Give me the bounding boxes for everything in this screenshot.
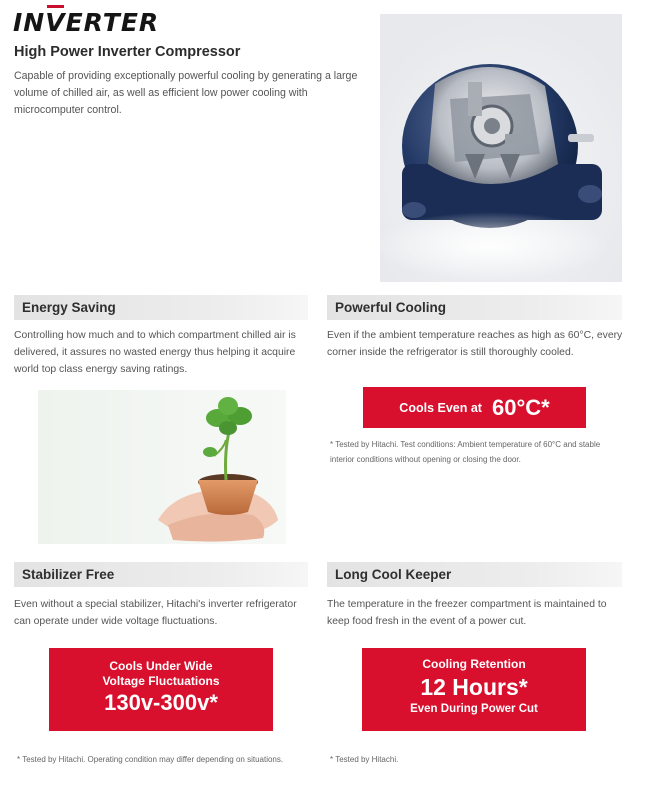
energy-saving-header: Energy Saving bbox=[14, 295, 308, 320]
badge-value: 12 Hours* bbox=[420, 674, 528, 700]
clover-plant-image bbox=[38, 390, 286, 544]
stabilizer-free-note: * Tested by Hitachi. Operating condition may differ depending on situations. bbox=[17, 755, 284, 764]
stabilizer-free-header: Stabilizer Free bbox=[14, 562, 308, 587]
badge-line-1: Cooling Retention bbox=[422, 657, 526, 671]
cooling-retention-badge bbox=[362, 648, 586, 731]
powerful-cooling-text: Even if the ambient temperature reaches as high as 60°C, every corner inside the refrigerator is still thoroughly cooled. bbox=[327, 330, 623, 358]
stabilizer-free-text: Even without a special stabilizer, Hitachi's inverter refrigerator can operate under wide voltage fluctuations. bbox=[14, 599, 297, 627]
long-cool-keeper-header: Long Cool Keeper bbox=[327, 562, 622, 587]
long-cool-keeper-text: The temperature in the freezer compartment is maintained to keep food fresh in the event of a power cut. bbox=[327, 599, 607, 627]
compressor-image bbox=[380, 14, 622, 282]
powerful-cooling-header: Powerful Cooling bbox=[327, 295, 622, 320]
badge-value: 130v-300v* bbox=[104, 690, 218, 715]
long-cool-keeper-note: * Tested by Hitachi. bbox=[330, 755, 399, 764]
cools-60c-badge bbox=[363, 387, 586, 428]
badge-line-1: Cools Under Wide bbox=[109, 659, 213, 673]
inverter-logo: INVERTER bbox=[13, 8, 160, 37]
badge-line-3: Even During Power Cut bbox=[410, 703, 538, 715]
badge-prefix: Cools Even at bbox=[399, 400, 482, 415]
hero-description: Capable of providing exceptionally powerful cooling by generating a large volume of chilled air, as well as efficient low power cooling with microcomputer control. bbox=[14, 70, 358, 116]
badge-value: 60°C* bbox=[491, 394, 550, 420]
voltage-fluctuation-badge bbox=[49, 648, 273, 731]
powerful-cooling-note: * Tested by Hitachi. Test conditions: Ambient temperature of 60°C and stable interior conditions without opening or closing the door. bbox=[330, 440, 601, 464]
badge-line-2: Voltage Fluctuations bbox=[102, 674, 220, 688]
energy-saving-text: Controlling how much and to which compartment chilled air is delivered, it assures no wasted energy thus helping it acquire world top class energy saving ratings. bbox=[14, 330, 296, 375]
hero-title: High Power Inverter Compressor bbox=[14, 44, 241, 60]
